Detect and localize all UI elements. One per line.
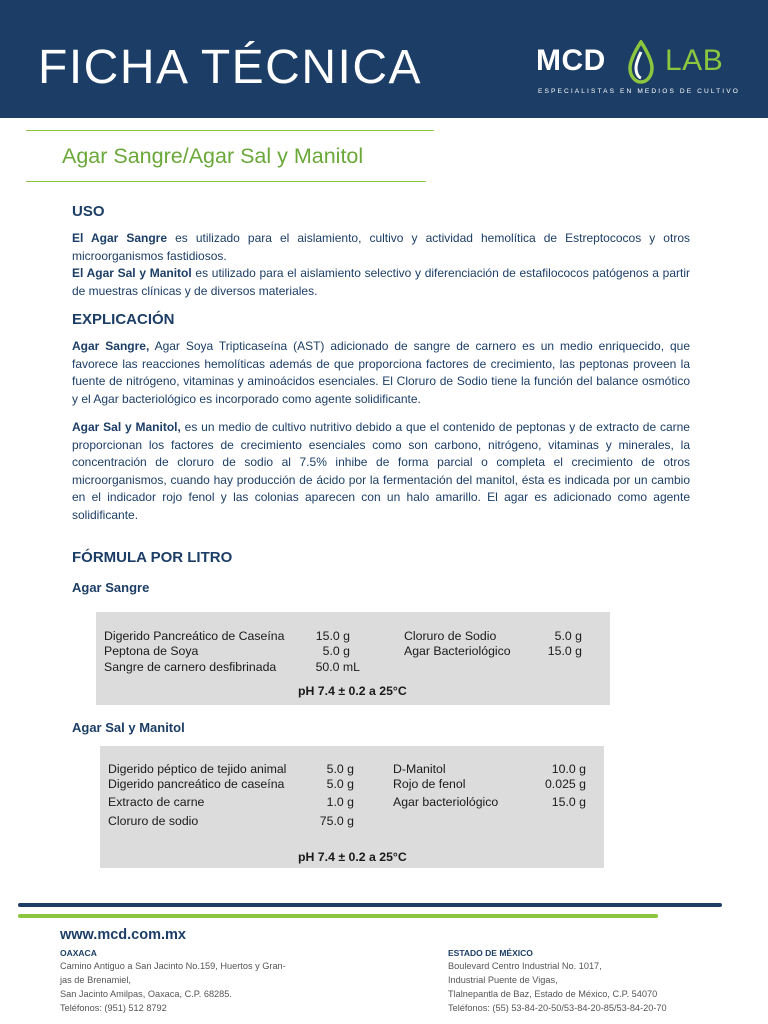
header-band — [0, 0, 768, 118]
footer-address-line: San Jacinto Amilpas, Oaxaca, C.P. 68285. — [60, 989, 232, 999]
explicacion-p1-bold: Agar Sangre, — [72, 339, 150, 353]
explicacion-p1-text: Agar Soya Tripticaseína (AST) adicionado de sangre de carnero es un medio enriquecido, que favorece las reacciones hemolíticas además de que proporciona factores de crecimiento, las peptonas proveen la fuente de nitrógeno, vitaminas y aminoácidos esenciales. El Cloruro de Sodio tiene la función del balance osmótico y el Agar bacteriológico es incorporado como agente solidificante. — [72, 339, 690, 406]
logo-word-lab: LAB — [665, 44, 724, 77]
uso-paragraph-2 — [72, 265, 690, 300]
drop-icon — [626, 40, 656, 84]
ingredient-qty: 75.0 g — [319, 814, 354, 828]
explicacion-p2-text: es un medio de cultivo nutritivo debido a que el contenido de peptonas y de extracto de carne proporcionan los factores de crecimiento esenciales como son carbono, nitrógeno, vitaminas y minerales, la concentración de cloruro de sodio al 7.5% inhibe de forma parcial o completa el crecimiento de otros microorganismos, cuando hay producción de ácido por la fermentación del manitol, ésta es indicada por un cambio en el indicador rojo fenol y las colonias aparecen con un halo amarillo. El agar es adicionado como agente solidificante. — [72, 420, 690, 522]
ingredient-qty: 5.0 g — [326, 762, 354, 776]
ingredient-name: D-Manitol — [393, 762, 446, 776]
ingredient-name: Sangre de carnero desfibrinada — [104, 660, 277, 674]
ingredient-name: Cloruro de Sodio — [404, 629, 497, 643]
footer-address-line: Tlalnepantla de Baz, Estado de México, C.P. 54070 — [448, 989, 658, 999]
footer-address-line: Camino Antiguo a San Jacinto No.159, Huertos y Gran- — [60, 961, 286, 971]
website-link[interactable]: www.mcd.com.mx — [60, 927, 186, 943]
ingredient-name: Cloruro de sodio — [108, 814, 199, 828]
ingredient-qty: 15.0 g — [551, 795, 586, 809]
footer-phone-line: Teléfonos: (55) 53-84-20-50/53-84-20-85/53-84-20-70 — [448, 1003, 667, 1013]
ingredient-qty: 1.0 g — [326, 795, 354, 809]
logo-tagline: ESPECIALISTAS EN MEDIOS DE CULTIVO — [538, 88, 740, 95]
section-heading-formula: FÓRMULA POR LITRO — [72, 549, 233, 566]
ingredient-name: Peptona de Soya — [104, 644, 199, 658]
footer-address-line: Boulevard Centro Industrial No. 1017, — [448, 961, 602, 971]
page-title: FICHA TÉCNICA — [38, 41, 422, 94]
section-heading-uso: USO — [72, 203, 105, 220]
formula-box-agar-sal-manitol — [100, 746, 604, 868]
ingredient-name: Agar Bacteriológico — [404, 644, 511, 658]
ingredient-name: Digerido péptico de tejido animal — [108, 762, 287, 776]
footer-heading-oaxaca: OAXACA — [60, 948, 97, 958]
ingredient-qty: 50.0 mL — [315, 660, 360, 674]
footer-address-line: jas de Brenamiel, — [60, 975, 131, 985]
ingredient-name: Rojo de fenol — [393, 777, 466, 791]
uso-p2-bold: El Agar Sal y Manitol — [72, 266, 192, 280]
section-heading-explicacion: EXPLICACIÓN — [72, 311, 175, 328]
uso-paragraph-1 — [72, 230, 690, 265]
uso-p2-text: es utilizado para el aislamiento selectivo y diferenciación de estafilococos patógenos a partir de muestras clínicas y de diversos materiales. — [72, 266, 690, 298]
ingredient-name: Agar bacteriológico — [393, 795, 499, 809]
subheading-agar-sangre: Agar Sangre — [72, 580, 150, 595]
ingredient-qty: 0.025 g — [544, 777, 586, 791]
footer-heading-estado-de-mexico: ESTADO DE MÉXICO — [448, 948, 533, 958]
explicacion-paragraph-2 — [72, 419, 690, 524]
ph-value: pH 7.4 ± 0.2 a 25°C — [298, 850, 407, 864]
explicacion-p2-bold: Agar Sal y Manitol, — [72, 420, 181, 434]
footer-rule-blue — [18, 903, 722, 907]
ph-value: pH 7.4 ± 0.2 a 25°C — [298, 684, 407, 698]
ingredient-name: Digerido Pancreático de Caseína — [104, 629, 285, 643]
formula-box-agar-sangre — [96, 612, 610, 705]
ingredient-qty: 5.0 g — [554, 629, 582, 643]
ingredient-qty: 10.0 g — [551, 762, 586, 776]
explicacion-paragraph-1 — [72, 338, 690, 408]
uso-p1-bold: El Agar Sangre — [72, 231, 168, 245]
title-rule-bottom — [26, 181, 426, 182]
subheading-agar-sal-manitol: Agar Sal y Manitol — [72, 720, 185, 735]
ingredient-name: Extracto de carne — [108, 795, 205, 809]
document-title: Agar Sangre/Agar Sal y Manitol — [62, 144, 364, 168]
footer-address-line: Industrial Puente de Vigas, — [448, 975, 558, 985]
ingredient-qty: 15.0 g — [547, 644, 582, 658]
footer-rule-green — [18, 914, 658, 918]
logo — [536, 38, 738, 100]
ingredient-name: Digerido pancreático de caseína — [108, 777, 285, 791]
footer-phone-line: Teléfonos: (951) 512 8792 — [60, 1003, 167, 1013]
logo-word-mcd: MCD — [536, 44, 606, 77]
ingredient-qty: 5.0 g — [326, 777, 354, 791]
ingredient-qty: 15.0 g — [315, 629, 350, 643]
ingredient-qty: 5.0 g — [322, 644, 350, 658]
uso-p1-text: es utilizado para el aislamiento, cultivo y actividad hemolítica de Estreptococos y otros microorganismos fastidiosos. — [72, 231, 690, 263]
title-rule-top — [26, 130, 434, 131]
